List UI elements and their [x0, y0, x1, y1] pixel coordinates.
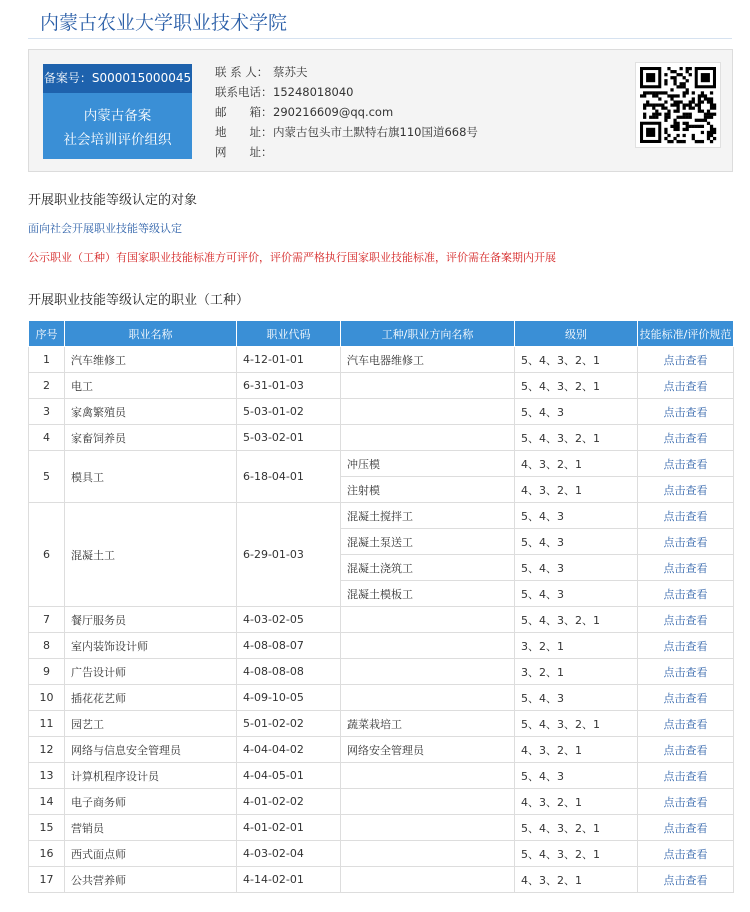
contact-row — [215, 62, 478, 82]
view-standard-link[interactable]: 点击查看 — [638, 737, 734, 763]
table-row — [29, 711, 734, 737]
view-standard-link[interactable]: 点击查看 — [638, 529, 734, 555]
cell-level: 5、4、3、2、1 — [515, 425, 638, 451]
section-title-occupations: 开展职业技能等级认定的职业（工种） — [28, 293, 250, 308]
cell-subtype — [341, 373, 515, 399]
cell-code: 4-12-01-01 — [237, 347, 341, 373]
table-row — [29, 633, 734, 659]
header-standard: 技能标准/评价规范 — [638, 321, 734, 347]
info-box — [28, 49, 733, 172]
table-row — [29, 841, 734, 867]
contact-label: 联 系 人： — [215, 65, 269, 79]
cell-subtype — [341, 841, 515, 867]
table-row — [29, 451, 734, 477]
table-row — [29, 347, 734, 373]
contact-row — [215, 142, 478, 162]
cell-no: 5 — [29, 451, 65, 503]
table-row — [29, 503, 734, 529]
contact-row — [215, 82, 478, 102]
badge-line2: 社会培训评价组织 — [63, 132, 172, 148]
table-row — [29, 789, 734, 815]
cell-level: 5、4、3、2、1 — [515, 711, 638, 737]
cell-subtype: 蔬菜栽培工 — [341, 711, 515, 737]
view-standard-link[interactable]: 点击查看 — [638, 815, 734, 841]
contact-value: 290216609@qq.com — [273, 105, 394, 119]
cell-code: 4-01-02-01 — [237, 815, 341, 841]
cell-no: 12 — [29, 737, 65, 763]
view-standard-link[interactable]: 点击查看 — [638, 867, 734, 893]
cell-code: 4-04-04-02 — [237, 737, 341, 763]
cell-level: 4、3、2、1 — [515, 477, 638, 503]
cell-occupation: 网络与信息安全管理员 — [65, 737, 237, 763]
cell-occupation: 家畜饲养员 — [65, 425, 237, 451]
cell-no: 7 — [29, 607, 65, 633]
cell-occupation: 广告设计师 — [65, 659, 237, 685]
cell-code: 4-04-05-01 — [237, 763, 341, 789]
view-standard-link[interactable]: 点击查看 — [638, 659, 734, 685]
contact-label: 联系电话： — [215, 85, 273, 99]
cell-code: 6-31-01-03 — [237, 373, 341, 399]
cell-occupation: 园艺工 — [65, 711, 237, 737]
cell-subtype — [341, 789, 515, 815]
cell-level: 5、4、3 — [515, 685, 638, 711]
target-description: 面向社会开展职业技能等级认定 — [28, 222, 182, 235]
cell-subtype — [341, 425, 515, 451]
record-number: 备案号：S000015000045 — [43, 64, 192, 93]
contact-row — [215, 122, 478, 142]
cell-occupation: 公共营养师 — [65, 867, 237, 893]
view-standard-link[interactable]: 点击查看 — [638, 399, 734, 425]
cell-no: 10 — [29, 685, 65, 711]
view-standard-link[interactable]: 点击查看 — [638, 841, 734, 867]
cell-occupation: 西式面点师 — [65, 841, 237, 867]
cell-subtype: 混凝土泵送工 — [341, 529, 515, 555]
cell-code: 4-08-08-08 — [237, 659, 341, 685]
view-standard-link[interactable]: 点击查看 — [638, 607, 734, 633]
cell-occupation: 混凝土工 — [65, 503, 237, 607]
cell-level: 5、4、3、2、1 — [515, 815, 638, 841]
view-standard-link[interactable]: 点击查看 — [638, 789, 734, 815]
cell-level: 5、4、3、2、1 — [515, 373, 638, 399]
notice-text: 公示职业（工种）有国家职业技能标准方可评价，评价需严格执行国家职业技能标准，评价需在备案期内开展 — [28, 251, 556, 264]
header-name: 职业名称 — [65, 321, 237, 347]
view-standard-link[interactable]: 点击查看 — [638, 347, 734, 373]
cell-level: 5、4、3、2、1 — [515, 347, 638, 373]
cell-level: 5、4、3、2、1 — [515, 841, 638, 867]
contact-label: 网 址： — [215, 145, 273, 159]
cell-code: 4-09-10-05 — [237, 685, 341, 711]
cell-code: 5-03-01-02 — [237, 399, 341, 425]
cell-occupation: 室内装饰设计师 — [65, 633, 237, 659]
cell-code: 4-03-02-04 — [237, 841, 341, 867]
cell-subtype: 混凝土浇筑工 — [341, 555, 515, 581]
cell-level: 4、3、2、1 — [515, 789, 638, 815]
table-row — [29, 399, 734, 425]
table-body — [29, 347, 734, 893]
contact-label: 邮 箱： — [215, 105, 273, 119]
cell-occupation: 插花花艺师 — [65, 685, 237, 711]
cell-subtype — [341, 685, 515, 711]
badge-line1: 内蒙古备案 — [83, 108, 152, 124]
table-header-row — [29, 321, 734, 347]
contact-label: 地 址： — [215, 125, 273, 139]
cell-occupation: 营销员 — [65, 815, 237, 841]
cell-subtype — [341, 607, 515, 633]
cell-subtype — [341, 763, 515, 789]
cell-subtype: 混凝土模板工 — [341, 581, 515, 607]
cell-subtype — [341, 815, 515, 841]
cell-occupation: 模具工 — [65, 451, 237, 503]
contact-row — [215, 102, 478, 122]
table-row — [29, 425, 734, 451]
cell-subtype: 网络安全管理员 — [341, 737, 515, 763]
cell-level: 3、2、1 — [515, 659, 638, 685]
cell-occupation: 家禽繁殖员 — [65, 399, 237, 425]
cell-subtype: 汽车电器维修工 — [341, 347, 515, 373]
contact-value: 蔡苏夫 — [273, 65, 308, 79]
view-standard-link[interactable]: 点击查看 — [638, 373, 734, 399]
table-row — [29, 659, 734, 685]
cell-code: 5-01-02-02 — [237, 711, 341, 737]
cell-no: 8 — [29, 633, 65, 659]
header-level: 级别 — [515, 321, 638, 347]
cell-no: 6 — [29, 503, 65, 607]
view-standard-link[interactable]: 点击查看 — [638, 477, 734, 503]
cell-level: 4、3、2、1 — [515, 867, 638, 893]
cell-subtype: 冲压模 — [341, 451, 515, 477]
cell-code: 4-03-02-05 — [237, 607, 341, 633]
view-standard-link[interactable]: 点击查看 — [638, 633, 734, 659]
cell-no: 11 — [29, 711, 65, 737]
cell-code: 4-08-08-07 — [237, 633, 341, 659]
cell-no: 2 — [29, 373, 65, 399]
cell-no: 9 — [29, 659, 65, 685]
page-title: 内蒙古农业大学职业技术学院 — [40, 12, 288, 34]
header-subtype: 工种/职业方向名称 — [341, 321, 515, 347]
view-standard-link[interactable]: 点击查看 — [638, 685, 734, 711]
table-row — [29, 867, 734, 893]
cell-code: 4-14-02-01 — [237, 867, 341, 893]
cell-level: 5、4、3 — [515, 555, 638, 581]
contact-list — [215, 62, 478, 162]
occupation-table — [28, 320, 734, 893]
table-row — [29, 737, 734, 763]
table-row — [29, 607, 734, 633]
contact-value: 内蒙古包头市土默特右旗110国道668号 — [273, 125, 478, 139]
cell-code: 6-18-04-01 — [237, 451, 341, 503]
cell-occupation: 汽车维修工 — [65, 347, 237, 373]
cell-level: 4、3、2、1 — [515, 737, 638, 763]
cell-subtype: 注射模 — [341, 477, 515, 503]
table-row — [29, 815, 734, 841]
cell-occupation: 电工 — [65, 373, 237, 399]
cell-level: 5、4、3 — [515, 763, 638, 789]
view-standard-link[interactable]: 点击查看 — [638, 581, 734, 607]
cell-subtype — [341, 659, 515, 685]
view-standard-link[interactable]: 点击查看 — [638, 451, 734, 477]
view-standard-link[interactable]: 点击查看 — [638, 711, 734, 737]
cell-code: 6-29-01-03 — [237, 503, 341, 607]
view-standard-link[interactable]: 点击查看 — [638, 425, 734, 451]
cell-level: 5、4、3 — [515, 581, 638, 607]
cell-occupation: 餐厅服务员 — [65, 607, 237, 633]
cell-no: 14 — [29, 789, 65, 815]
table-row — [29, 685, 734, 711]
header-code: 职业代码 — [237, 321, 341, 347]
cell-code: 5-03-02-01 — [237, 425, 341, 451]
cell-no: 13 — [29, 763, 65, 789]
cell-occupation: 电子商务师 — [65, 789, 237, 815]
cell-level: 5、4、3、2、1 — [515, 607, 638, 633]
cell-no: 3 — [29, 399, 65, 425]
view-standard-link[interactable]: 点击查看 — [638, 503, 734, 529]
cell-subtype: 混凝土搅拌工 — [341, 503, 515, 529]
cell-occupation: 计算机程序设计员 — [65, 763, 237, 789]
cell-no: 17 — [29, 867, 65, 893]
table-row — [29, 763, 734, 789]
cell-no: 1 — [29, 347, 65, 373]
cell-no: 16 — [29, 841, 65, 867]
cell-code: 4-01-02-02 — [237, 789, 341, 815]
section-title-targets: 开展职业技能等级认定的对象 — [28, 193, 198, 208]
contact-value: 15248018040 — [273, 85, 354, 99]
table-row — [29, 373, 734, 399]
cell-level: 5、4、3 — [515, 399, 638, 425]
qr-code-icon — [635, 62, 721, 148]
cell-level: 5、4、3 — [515, 529, 638, 555]
view-standard-link[interactable]: 点击查看 — [638, 555, 734, 581]
title-divider — [28, 38, 732, 39]
cell-level: 5、4、3 — [515, 503, 638, 529]
cell-level: 3、2、1 — [515, 633, 638, 659]
cell-subtype — [341, 399, 515, 425]
cell-no: 15 — [29, 815, 65, 841]
view-standard-link[interactable]: 点击查看 — [638, 763, 734, 789]
cell-level: 4、3、2、1 — [515, 451, 638, 477]
cell-subtype — [341, 633, 515, 659]
cell-subtype — [341, 867, 515, 893]
cell-no: 4 — [29, 425, 65, 451]
header-no: 序号 — [29, 321, 65, 347]
record-badge — [43, 64, 192, 159]
